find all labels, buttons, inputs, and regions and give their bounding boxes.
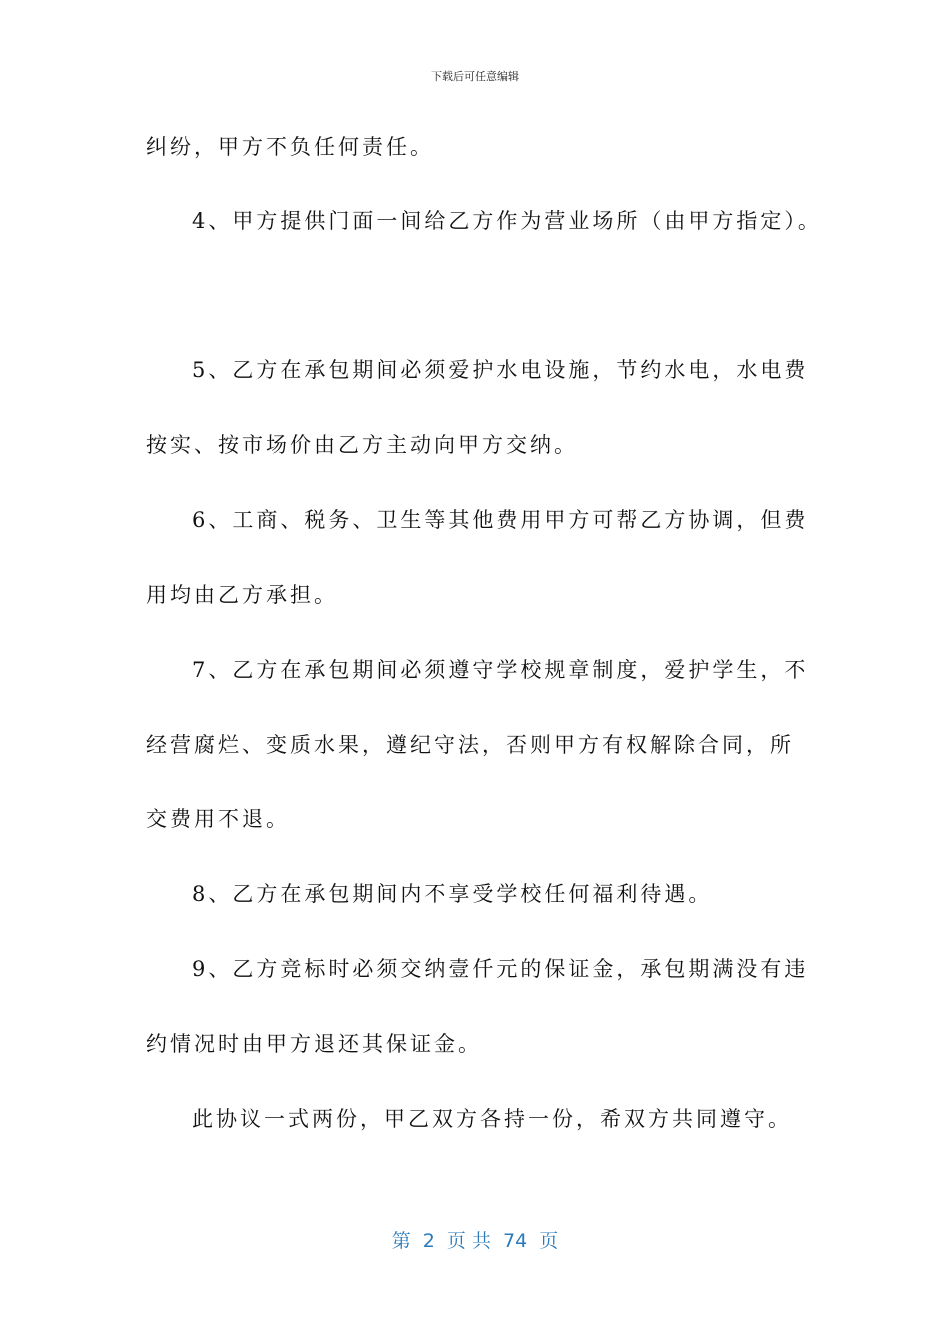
- text-line: 经营腐烂、变质水果，遵纪守法，否则甲方有权解除合同，所: [146, 733, 794, 757]
- text-line: 此协议一式两份，甲乙双方各持一份，希双方共同遵守。: [192, 1107, 792, 1131]
- text-line: 纠纷，甲方不负任何责任。: [146, 135, 434, 159]
- text-line: 6、工商、税务、卫生等其他费用甲方可帮乙方协调，但费: [192, 508, 809, 532]
- text-line: 7、乙方在承包期间必须遵守学校规章制度，爱护学生，不: [192, 658, 809, 682]
- text-line: 4、甲方提供门面一间给乙方作为营业场所（由甲方指定）。: [192, 209, 822, 233]
- text-line: 5、乙方在承包期间必须爱护水电设施，节约水电，水电费: [192, 358, 809, 382]
- text-line: 用均由乙方承担。: [146, 583, 338, 607]
- page-header: 下载后可任意编辑: [431, 70, 519, 83]
- text-line: 按实、按市场价由乙方主动向甲方交纳。: [146, 433, 578, 457]
- page-number: 第 2 页 共 74 页: [391, 1230, 559, 1252]
- text-line: 约情况时由甲方退还其保证金。: [146, 1032, 482, 1056]
- text-line: 9、乙方竞标时必须交纳壹仟元的保证金，承包期满没有违: [192, 957, 809, 981]
- text-line: 交费用不退。: [146, 807, 290, 831]
- text-line: 8、乙方在承包期间内不享受学校任何福利待遇。: [192, 882, 713, 906]
